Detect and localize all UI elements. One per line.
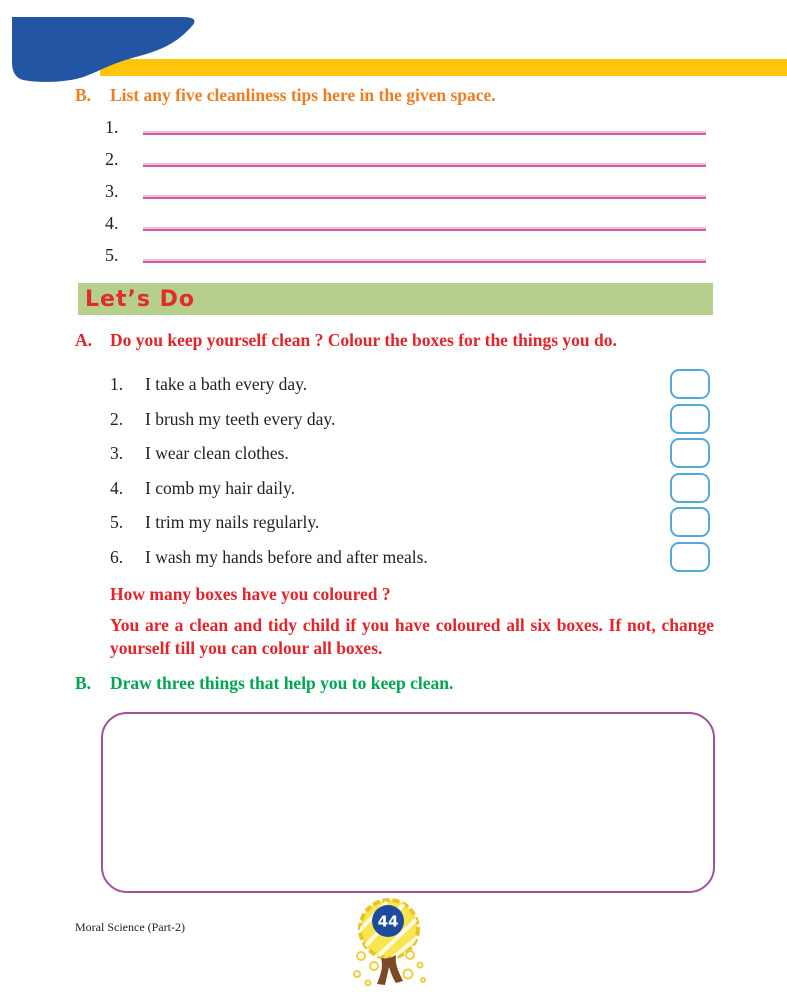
- checklist-text-2: I brush my teeth every day.: [145, 409, 336, 429]
- checklist-number-3: 3.: [110, 443, 124, 463]
- tip-number-2: 2.: [105, 149, 119, 169]
- page-number: 44: [377, 912, 399, 931]
- tip-number-1: 1.: [105, 117, 119, 137]
- checklist-number-2: 2.: [110, 409, 124, 429]
- header-yellow-bar: [100, 59, 787, 76]
- checklist-row-4: [110, 473, 710, 505]
- section-b-heading-text: Draw three things that help you to keep clean.: [110, 673, 454, 693]
- lets-do-banner: [78, 283, 713, 315]
- checklist-number-6: 6.: [110, 547, 124, 567]
- header-ribbon-decoration: [0, 0, 787, 95]
- tip-row-3: [105, 171, 706, 199]
- lets-do-banner-title: Let’s Do: [85, 287, 195, 312]
- checklist-row-3: [110, 438, 710, 470]
- colour-box-2[interactable]: [670, 404, 710, 434]
- writing-line-1[interactable]: [143, 133, 706, 135]
- drawing-box[interactable]: [101, 712, 715, 893]
- writing-line-5[interactable]: [143, 261, 706, 263]
- section-b-label: B.: [75, 673, 92, 693]
- tip-row-5: [105, 235, 706, 263]
- checklist-text-3: I wear clean clothes.: [145, 443, 289, 463]
- clean-tidy-note: You are a clean and tidy child if you have coloured all six boxes. If not, change yourself till you can colour all boxes.: [110, 615, 714, 658]
- checklist-number-4: 4.: [110, 478, 124, 498]
- tip-row-4: [105, 203, 706, 231]
- exercise-b-list-heading: [75, 84, 715, 107]
- section-b-heading: [75, 672, 715, 695]
- checklist-text-1: I take a bath every day.: [145, 374, 308, 394]
- checklist-row-1: [110, 369, 710, 401]
- checklist-text-6: I wash my hands before and after meals.: [145, 547, 428, 567]
- colour-box-5[interactable]: [670, 507, 710, 537]
- colour-box-6[interactable]: [670, 542, 710, 572]
- exercise-b-heading-text: List any five cleanliness tips here in the given space.: [110, 85, 496, 105]
- checklist-row-6: [110, 542, 710, 574]
- checklist-text-4: I comb my hair daily.: [145, 478, 296, 498]
- writing-line-2[interactable]: [143, 165, 706, 167]
- colour-box-4[interactable]: [670, 473, 710, 503]
- section-a-heading: [75, 329, 715, 352]
- checklist-number-1: 1.: [110, 374, 124, 394]
- section-a-heading-text: Do you keep yourself clean ? Colour the boxes for the things you do.: [110, 330, 617, 350]
- checklist-row-2: [110, 404, 710, 436]
- section-a-label: A.: [75, 330, 93, 350]
- exercise-b-label: B.: [75, 85, 92, 105]
- tip-number-4: 4.: [105, 213, 119, 233]
- writing-line-4[interactable]: [143, 229, 706, 231]
- tip-row-1: [105, 107, 706, 135]
- page-number-tree-illustration: [332, 892, 446, 1000]
- checklist-text-5: I trim my nails regularly.: [145, 512, 320, 532]
- colour-box-3[interactable]: [670, 438, 710, 468]
- tree-trunk: [377, 955, 403, 985]
- checklist-number-5: 5.: [110, 512, 124, 532]
- tip-number-5: 5.: [105, 245, 119, 265]
- colour-box-1[interactable]: [670, 369, 710, 399]
- footer-book-title: Moral Science (Part-2): [75, 920, 185, 934]
- tip-row-2: [105, 139, 706, 167]
- writing-line-3[interactable]: [143, 197, 706, 199]
- checklist-row-5: [110, 507, 710, 539]
- tip-number-3: 3.: [105, 181, 119, 201]
- coloured-boxes-question: How many boxes have you coloured ?: [110, 584, 391, 604]
